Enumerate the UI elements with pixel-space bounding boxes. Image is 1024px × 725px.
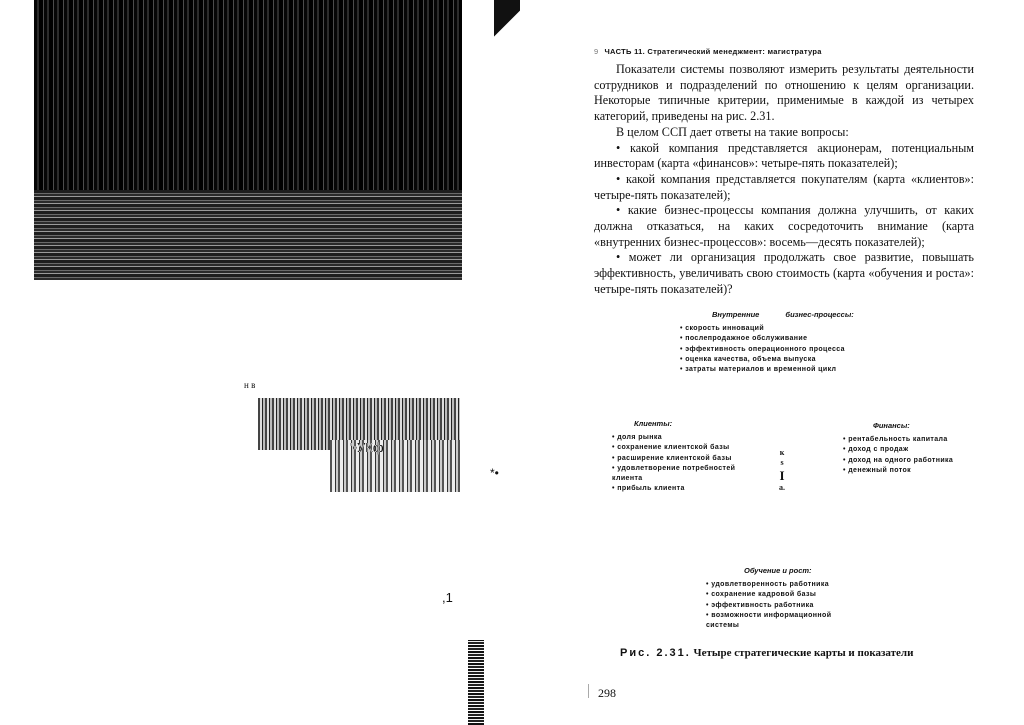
list-item: • скорость инноваций	[680, 324, 854, 334]
scan-artifact-text: н в	[244, 380, 256, 390]
card-internal-processes	[680, 310, 854, 375]
list-item: • эффективность операционного процесса	[680, 345, 854, 355]
list-item: • сохранение кадровой базы	[706, 590, 856, 600]
caption-text: Четыре стратегические карты и показатели	[693, 647, 914, 659]
list-item: • послепродажное обслуживание	[680, 334, 854, 344]
list-item: • оценка качества, объема выпуска	[680, 355, 854, 365]
list-item: • сохранение клиентской базы	[612, 443, 742, 453]
list-item: • рентабельность капитала	[843, 435, 963, 445]
bullet-item: • какой компания представляется акционерам, потенциальным инвесторам (карта «финансов»: четыре-пять показателей);	[594, 140, 974, 171]
bullet-item: • какие бизнес-процессы компания должна улучшить, от каких должна отказаться, на каких сосредоточить внимание (карта «внутренних бизнес-процессов»: восемь—десять показателей);	[594, 203, 974, 249]
caption-label: Рис. 2.31.	[620, 647, 691, 659]
header-page-marker: 9	[594, 47, 599, 56]
paragraph: Показатели системы позволяют измерить результаты деятельности сотрудников и подразделений по отношению к целям организации. Некоторые типичные критерии, применимые в каждой из четырех категорий, приведены на рис. 2.31.	[594, 62, 974, 124]
list-item: • доход на одного работника	[843, 456, 963, 466]
page-number-divider	[588, 684, 589, 698]
scan-artifact-text: ,1	[442, 590, 453, 605]
center-mark: к	[779, 448, 785, 457]
card-title: Внутренние бизнес-процессы:	[712, 310, 854, 319]
paragraph: В целом ССП дает ответы на такие вопросы:	[616, 124, 849, 139]
list-item: • эффективность работника	[706, 601, 856, 611]
card-title: Финансы:	[873, 421, 910, 430]
card-learning-growth	[706, 566, 856, 631]
scan-artifact-text: '•УКф	[350, 440, 384, 455]
list-item: • денежный поток	[843, 466, 963, 476]
center-mark: I	[779, 468, 785, 483]
page-number: 298	[598, 686, 616, 700]
figure-caption	[620, 647, 913, 659]
list-item: • удовлетворенность работника	[706, 580, 856, 590]
center-mark: а.	[779, 483, 785, 492]
list-item: • возможности информационной системы	[706, 611, 856, 631]
card-title: Обучение и рост:	[744, 566, 812, 575]
scan-noise-middle	[34, 190, 462, 280]
list-item: • доход с продаж	[843, 445, 963, 455]
running-header	[594, 47, 822, 56]
card-clients	[612, 419, 742, 494]
list-item: • расширение клиентской базы	[612, 454, 742, 464]
center-marks	[775, 448, 789, 493]
list-item: • доля рынка	[612, 433, 742, 443]
bullet-item: • какой компания представляется покупателям (карта «клиентов»: четыре-пять показателей);	[594, 171, 974, 202]
book-spine-shadow	[468, 640, 484, 725]
center-mark: s	[780, 458, 784, 467]
list-item: • затраты материалов и временной цикл	[680, 365, 854, 375]
list-item: • удовлетворение потребностей клиента	[612, 464, 742, 484]
body-text	[594, 62, 974, 298]
header-title: ЧАСТЬ 11. Стратегический менеджмент: магистратура	[604, 47, 822, 56]
card-finance	[843, 421, 963, 476]
scan-noise-top	[34, 0, 462, 190]
scan-corner-mark	[494, 0, 520, 40]
list-item: • прибыль клиента	[612, 484, 742, 494]
bullet-item: • может ли организация продолжать свое развитие, повышать эффективность, увеличивать свою стоимость (карта «обучения и роста»: четыре-пять показателей)?	[594, 250, 974, 296]
scan-artifact-text: *•	[490, 466, 499, 480]
card-title: Клиенты:	[634, 419, 673, 428]
